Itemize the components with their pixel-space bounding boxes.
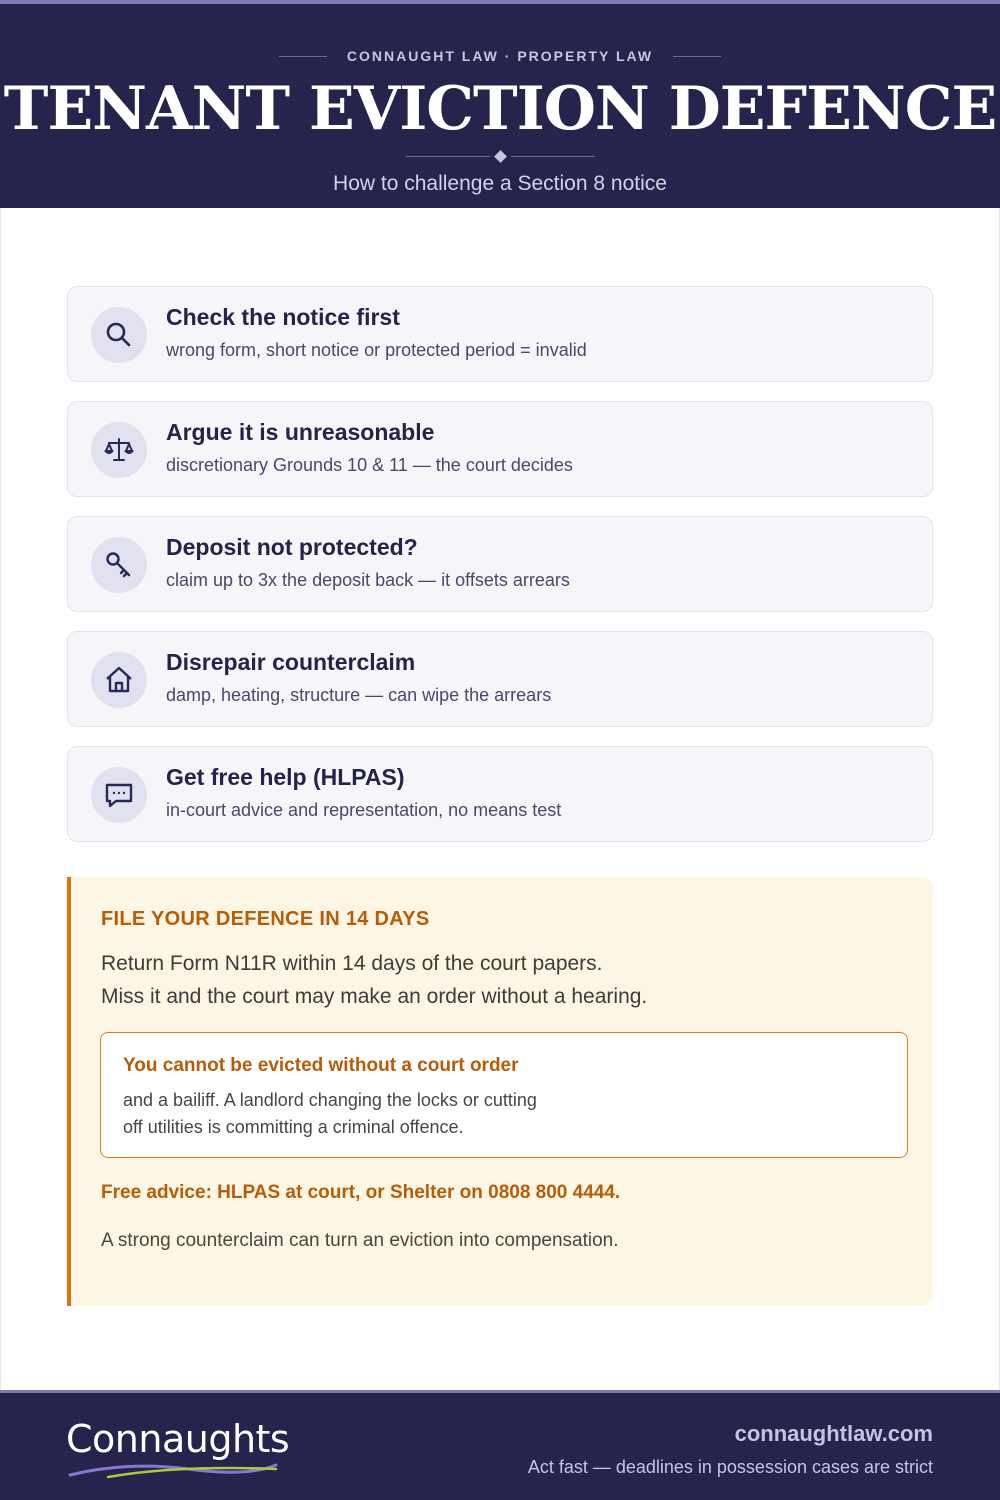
card-subtitle: wrong form, short notice or protected period = invalid [166,340,587,360]
page-subtitle: How to challenge a Section 8 notice [333,172,667,195]
card-title: Deposit not protected? [166,534,418,560]
website-link[interactable]: connaughtlaw.com [734,1421,933,1446]
card-subtitle: discretionary Grounds 10 & 11 — the court decides [166,455,573,475]
card-disrepair [67,631,933,727]
deadline-line-1: Return Form N11R within 14 days of the court papers. [101,952,603,975]
footer-bar [0,1390,1000,1500]
card-subtitle: damp, heating, structure — can wipe the arrears [166,685,552,705]
deadline-panel [67,877,933,1306]
key-icon [91,537,147,593]
warning-line-2: off utilities is committing a criminal offence. [123,1117,464,1137]
card-deposit [67,516,933,612]
counterclaim-note: A strong counterclaim can turn an eviction into compensation. [101,1230,619,1251]
card-unreasonable [67,401,933,497]
card-subtitle: claim up to 3x the deposit back — it offsets arrears [166,570,570,590]
eyebrow-row [0,48,1000,64]
warning-title: You cannot be evicted without a court order [123,1055,519,1076]
card-check-notice [67,286,933,382]
title-divider [0,152,1000,161]
page-title: TENANT EVICTION DEFENCE [3,74,997,144]
card-free-help [67,746,933,842]
card-title: Disrepair counterclaim [166,649,416,675]
divider-line-right [511,156,595,157]
diamond-ornament-icon [494,150,507,163]
chat-bubble-icon [91,767,147,823]
header-banner [0,0,1000,208]
magnifier-icon [91,307,147,363]
warning-line-1: and a bailiff. A landlord changing the locks or cutting [123,1090,537,1110]
eyebrow-line-left [279,56,327,57]
eyebrow-line-right [673,56,721,57]
deadline-heading: FILE YOUR DEFENCE IN 14 DAYS [101,908,430,930]
card-title: Check the notice first [166,304,400,330]
logo-swoosh-icon [68,1459,278,1479]
deadline-line-2: Miss it and the court may make an order without a hearing. [101,985,648,1008]
card-title: Get free help (HLPAS) [166,764,405,790]
free-advice-text: Free advice: HLPAS at court, or Shelter on 0808 800 4444. [101,1182,621,1203]
card-subtitle: in-court advice and representation, no means test [166,800,562,820]
eyebrow-text: CONNAUGHT LAW · PROPERTY LAW [346,48,654,64]
warning-body [123,1087,603,1141]
footer-tagline: Act fast — deadlines in possession cases are strict [527,1457,933,1477]
brand-logo: Connaughts [66,1417,290,1461]
deadline-body [101,947,881,1013]
house-icon [91,652,147,708]
warning-box [100,1032,908,1158]
card-title: Argue it is unreasonable [166,419,435,445]
scales-icon [91,422,147,478]
divider-line-left [406,156,490,157]
